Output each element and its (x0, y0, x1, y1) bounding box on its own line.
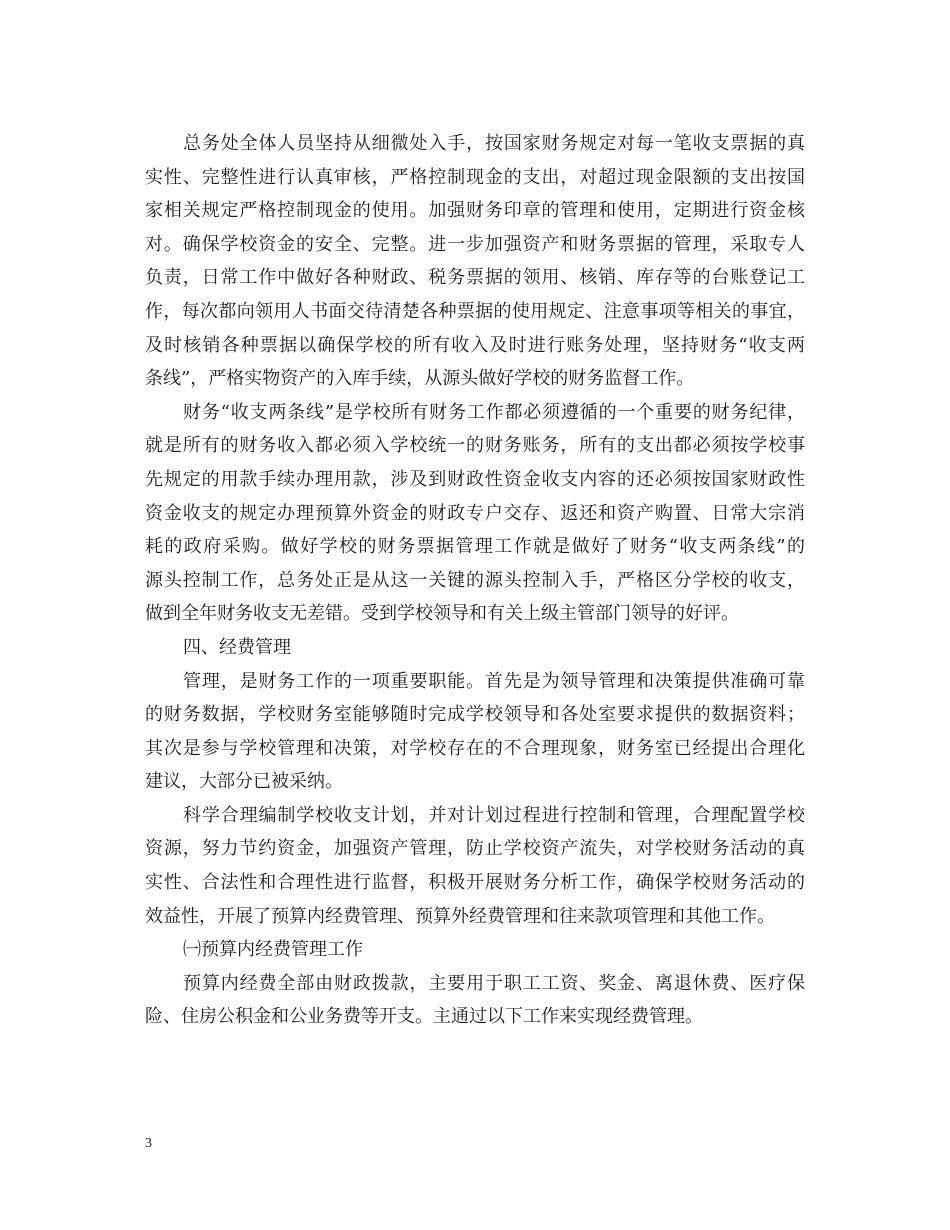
text-line: 其次是参与学校管理和决策，对学校存在的不合理现象，财务室已经提出合理化 (145, 737, 805, 759)
text-line: 就是所有的财务收入都必须入学校统一的财务账务，所有的支出都必须按学校事 (145, 435, 805, 457)
text-line: 财务“收支两条线”是学校所有财务工作都必须遵循的一个重要的财务纪律， (183, 401, 805, 423)
text-line: 的财务数据，学校财务室能够随时完成学校领导和各处室要求提供的数据资料； (145, 704, 805, 726)
page-number: 3 (145, 1136, 152, 1151)
text-line: 先规定的用款手续办理用款，涉及到财政性资金收支内容的还必须按国家财政性 (145, 468, 805, 490)
text-line: 实性、完整性进行认真审核，严格控制现金的支出，对超过现金限额的支出按国 (145, 166, 805, 188)
text-line: 总务处全体人员坚持从细微处入手，按国家财务规定对每一笔收支票据的真 (183, 133, 805, 154)
text-line: 做到全年财务收支无差错。受到学校领导和有关上级主管部门领导的好评。 (145, 603, 739, 625)
text-line: 条线”，严格实物资产的入库手续，从源头做好学校的财务监督工作。 (145, 368, 695, 390)
text-line: 及时核销各种票据以确保学校的所有收入及时进行账务处理，坚持财务“收支两 (145, 334, 805, 356)
subsection-heading: ㈠预算内经费管理工作 (183, 939, 363, 961)
text-line: 建议，大部分已被采纳。 (145, 771, 343, 793)
text-line: 预算内经费全部由财政拨款，主要用于职工工资、奖金、离退休费、医疗保 (183, 972, 805, 994)
text-line: 耗的政府采购。做好学校的财务票据管理工作就是做好了财务“收支两条线”的 (145, 536, 805, 558)
text-line: 负责，日常工作中做好各种财政、税务票据的领用、核销、库存等的台账登记工 (145, 267, 805, 289)
text-line: 科学合理编制学校收支计划，并对计划过程进行控制和管理，合理配置学校 (183, 804, 805, 826)
text-line: 资源，努力节约资金，加强资产管理，防止学校资产流失，对学校财务活动的真 (145, 838, 805, 860)
section-heading: 四、经费管理 (183, 636, 291, 658)
text-line: 资金收支的规定办理预算外资金的财政专户交存、返还和资产购置、日常大宗消 (145, 502, 805, 524)
text-line: 源头控制工作，总务处正是从这一关键的源头控制入手，严格区分学校的收支， (145, 569, 805, 591)
text-line: 对。确保学校资金的安全、完整。进一步加强资产和财务票据的管理，采取专人 (145, 233, 805, 255)
text-line: 效益性，开展了预算内经费管理、预算外经费管理和往来款项管理和其他工作。 (145, 905, 775, 927)
text-line: 作，每次都向领用人书面交待清楚各种票据的使用规定、注意事项等相关的事宜， (145, 300, 805, 322)
text-line: 家相关规定严格控制现金的使用。加强财务印章的管理和使用，定期进行资金核 (145, 200, 805, 222)
document-body (145, 127, 805, 1034)
text-line: 险、住房公积金和公业务费等开支。主通过以下工作来实现经费管理。 (145, 1006, 703, 1028)
text-line: 管理，是财务工作的一项重要职能。首先是为领导管理和决策提供准确可靠 (183, 670, 805, 692)
text-line: 实性、合法性和合理性进行监督，积极开展财务分析工作，确保学校财务活动的 (145, 872, 805, 894)
